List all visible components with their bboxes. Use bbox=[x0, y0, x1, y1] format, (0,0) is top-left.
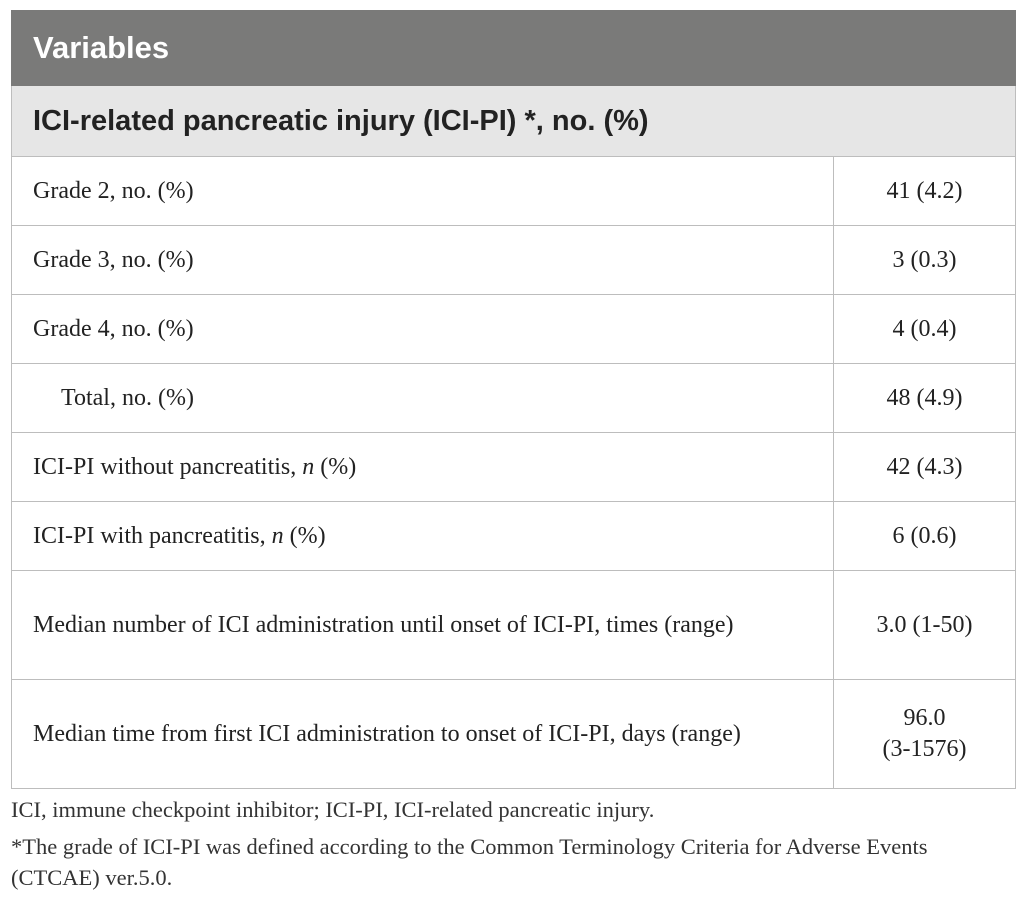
footnote-abbreviations: ICI, immune checkpoint inhibitor; ICI-PI, ICI-related pancreatic injury. bbox=[11, 797, 655, 822]
table-row bbox=[12, 226, 1016, 295]
footnote-grade-definition: *The grade of ICI-PI was defined according to the Common Terminology Criteria for Adverse Events (CTCAE) ver.5.0. bbox=[11, 834, 928, 890]
row-label: Median time from first ICI administration to onset of ICI-PI, days (range) bbox=[12, 680, 834, 789]
row-label: Grade 3, no. (%) bbox=[12, 226, 834, 295]
table-section-title: ICI-related pancreatic injury (ICI-PI) *, no. (%) bbox=[12, 86, 1016, 157]
row-value bbox=[834, 680, 1016, 789]
row-label-total: Total, no. (%) bbox=[12, 364, 834, 433]
table-row bbox=[12, 502, 1016, 571]
table-row bbox=[12, 680, 1016, 789]
row-value: 6 (0.6) bbox=[834, 502, 1016, 571]
table-footnotes bbox=[11, 794, 1021, 893]
table-row bbox=[12, 364, 1016, 433]
row-label-suffix: (%) bbox=[314, 453, 357, 480]
row-label bbox=[12, 502, 834, 571]
row-label-suffix: (%) bbox=[283, 522, 326, 549]
row-label: Grade 4, no. (%) bbox=[12, 295, 834, 364]
row-label: Grade 2, no. (%) bbox=[12, 157, 834, 226]
row-label-text: ICI-PI with pancreatitis, bbox=[33, 522, 272, 549]
data-table-container bbox=[11, 10, 1015, 789]
row-label: Median number of ICI administration until onset of ICI-PI, times (range) bbox=[12, 571, 834, 680]
row-label-italic-n: n bbox=[271, 522, 284, 549]
table-row bbox=[12, 571, 1016, 680]
row-value-line2: (3-1576) bbox=[882, 736, 967, 762]
row-value: 42 (4.3) bbox=[834, 433, 1016, 502]
row-value: 41 (4.2) bbox=[834, 157, 1016, 226]
row-value: 3 (0.3) bbox=[834, 226, 1016, 295]
row-label-italic-n: n bbox=[302, 453, 315, 480]
row-value: 3.0 (1-50) bbox=[834, 571, 1016, 680]
table-row bbox=[12, 157, 1016, 226]
row-label-text: ICI-PI without pancreatitis, bbox=[33, 453, 303, 480]
table-row bbox=[12, 433, 1016, 502]
row-value: 48 (4.9) bbox=[834, 364, 1016, 433]
row-value-line1: 96.0 bbox=[903, 705, 946, 731]
row-label bbox=[12, 433, 834, 502]
row-value: 4 (0.4) bbox=[834, 295, 1016, 364]
table-header: Variables bbox=[12, 11, 1016, 86]
pancreatic-injury-table bbox=[11, 10, 1016, 789]
table-row bbox=[12, 295, 1016, 364]
